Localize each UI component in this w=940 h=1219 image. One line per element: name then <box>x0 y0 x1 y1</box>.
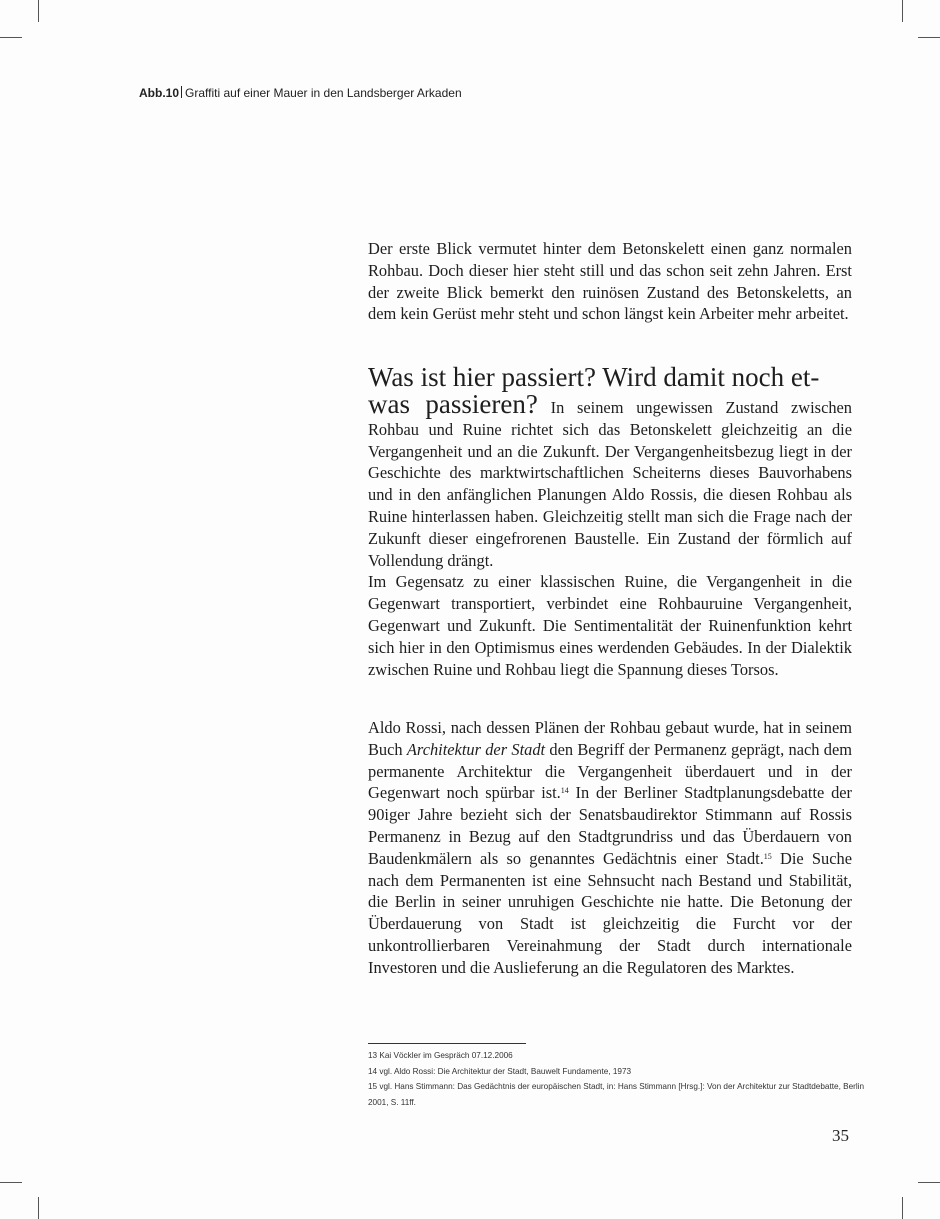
footnote-14: 14 vgl. Aldo Rossi: Die Architektur der Stadt, Bauwelt Fundamente, 1973 <box>368 1066 632 1076</box>
paragraph-rossi-part1: Aldo Rossi, nach dessen Plänen der Rohbau gebaut wurde, hat in seinem Buch <box>368 718 852 759</box>
footnote-ref-14[interactable]: 14 <box>560 786 569 796</box>
paragraph-rossi-part3: In der Berliner Stadtplanungsdebatte der 90iger Jahre bezieht sich der Senatsbaudirektor Stimmann auf Rossis Permanenz in Bezug auf den Stadtgrundriss und das Überdauern von Baudenkmälern als so genanntes Gedächtnis einer Stadt. <box>368 783 852 868</box>
footnote-ref-15[interactable]: 15 <box>763 851 772 861</box>
paragraph-rossi <box>368 717 852 979</box>
page-number: 35 <box>832 1126 849 1145</box>
footnote-15: 15 vgl. Hans Stimmann: Das Gedächtnis der europäischen Stadt, in: Hans Stimmann [Hrsg.]: Von der Architektur zur Stadtdebatte, Berlin 2001, S. 11ff. <box>368 1082 865 1107</box>
body-column-rossi <box>368 717 852 979</box>
caption-label: Abb.10 <box>139 86 180 100</box>
body-column-main <box>368 364 852 680</box>
crop-mark <box>902 1197 903 1219</box>
crop-mark <box>0 37 22 38</box>
footnote-13: 13 Kai Vöckler im Gespräch 07.12.2006 <box>368 1051 513 1060</box>
footnotes <box>368 1048 880 1110</box>
crop-mark <box>902 0 903 22</box>
book-title: Architektur der Stadt <box>406 739 546 759</box>
pull-quote-line1: Was ist hier passiert? Wird damit noch et- <box>368 362 820 392</box>
body-column-intro <box>368 238 852 325</box>
crop-mark <box>38 1197 39 1219</box>
paragraph-rossi-part2: den Begriff der Permanenz geprägt, nach dem permanente Architektur die Vergangenheit überdauert und in der Gegenwart noch spürbar ist. <box>368 739 852 803</box>
caption-text: Graffiti auf einer Mauer in den Landsberger Arkaden <box>185 86 462 100</box>
paragraph-ruin-text: In seinem ungewissen Zustand zwischen Rohbau und Ruine richtet sich das Betonskelett gleichzeitig an die Vergangenheit und an die Zukunft. Der Vergangenheitsbezug liegt in der Geschichte des marktwirtschaftlichen Scheiterns dieses Bauvorhabens und in den anfänglichen Planungen Aldo Rossis, die diesen Rohbau als Ruine hinterlassen haben. Gleichzeitig stellt man sich die Frage nach der Zukunft dieser eingefrorenen Baustelle. Ein Zustand der förmlich auf Vollendung drängt. <box>368 398 853 570</box>
paragraph-rossi-part4: Die Suche nach dem Permanenten ist eine Sehnsucht nach Bestand und Stabilität, die Berlin in seiner unruhigen Geschichte nie hatte. Die Betonung der Überdauerung von Stadt ist gleichzeitig die Furcht vor der unkontrollierbaren Vereinahmung der Stadt durch internationale Investoren und die Auslieferung an die Regulatoren des Marktes. <box>368 848 852 977</box>
figure-caption <box>139 86 462 100</box>
paragraph-ruin <box>368 391 852 571</box>
caption-separator <box>181 86 182 98</box>
crop-mark <box>918 37 940 38</box>
crop-mark <box>918 1182 940 1183</box>
crop-mark <box>0 1182 22 1183</box>
crop-mark <box>38 0 39 22</box>
pull-quote-line2: was passieren? <box>368 389 538 419</box>
paragraph-contrast: Im Gegensatz zu einer klassischen Ruine, die Vergangenheit in die Gegenwart transportiert, verbindet eine Rohbauruine Vergangenheit, Gegenwart und Zukunft. Die Sentimentalität der Ruinenfunktion kehrt sich hier in den Optimismus eines werdenden Gebäudes. In der Dialektik zwischen Ruine und Rohbau liegt die Spannung dieses Torsos. <box>368 572 852 679</box>
paragraph-intro: Der erste Blick vermutet hinter dem Betonskelett einen ganz normalen Rohbau. Doch dieser hier steht still und das schon seit zehn Jahren. Erst der zweite Blick bemerkt den ruinösen Zustand des Betonskeletts, an dem kein Gerüst mehr steht und schon längst kein Arbeiter mehr arbeitet. <box>368 239 852 324</box>
footnote-divider <box>368 1043 526 1044</box>
